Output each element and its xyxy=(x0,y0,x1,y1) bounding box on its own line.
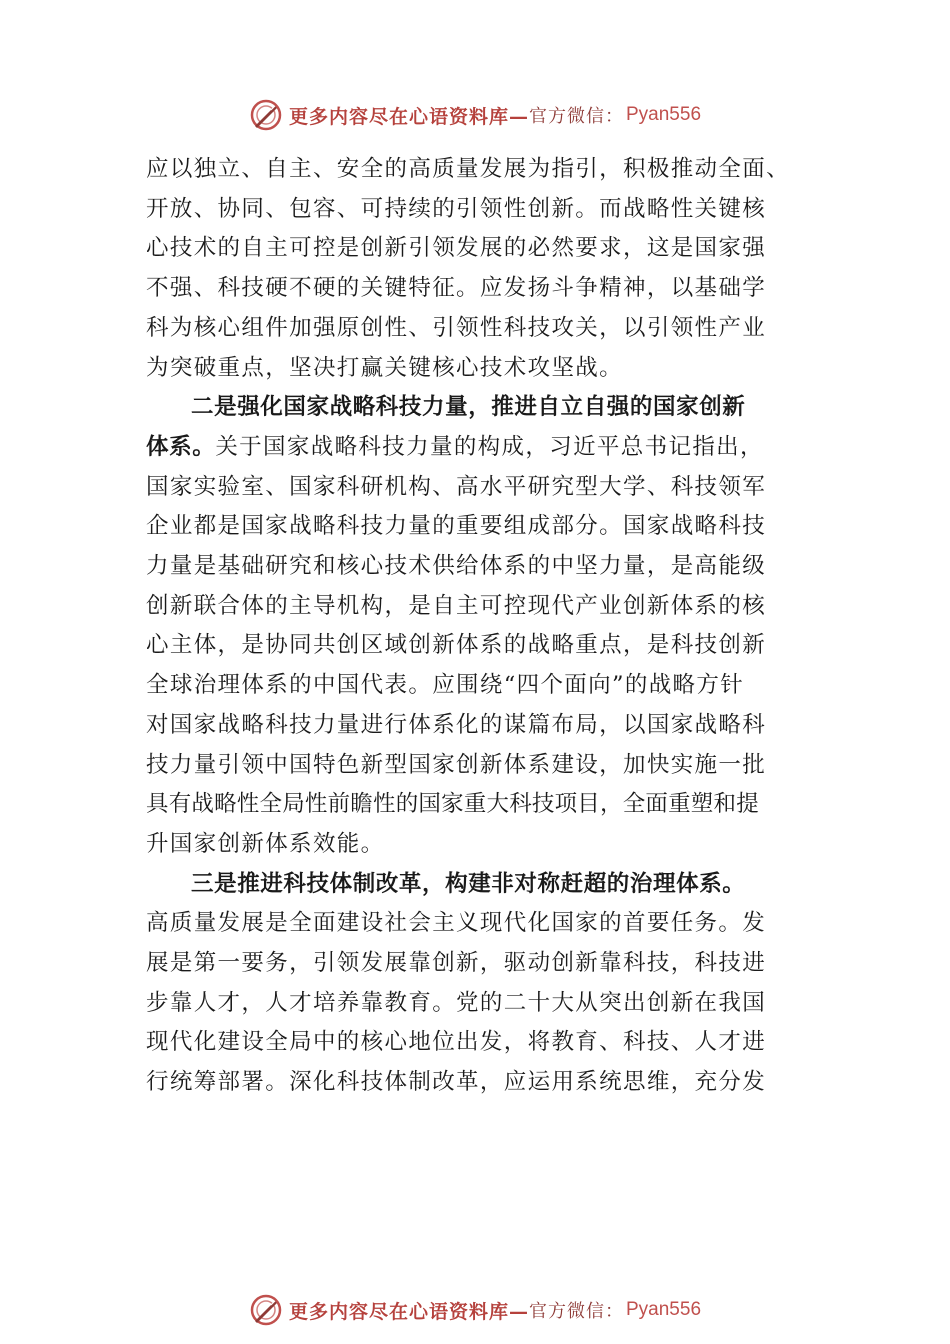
text-line: 力量是基础研究和核心技术供给体系的中坚力量，是高能级 xyxy=(146,553,767,580)
text-line: 心主体，是协同共创区域创新体系的战略重点，是科技创新 xyxy=(146,632,767,659)
watermark-wechat-label: 官方微信： xyxy=(529,106,624,127)
text-line: 科为核心组件加强原创性、引领性科技攻关，以引领性产业 xyxy=(146,314,767,341)
section-2-heading: 二是强化国家战略科技力量，推进自立自强的国家创新 xyxy=(191,394,746,421)
watermark-text: 更多内容尽在心语资料库— xyxy=(288,105,529,128)
section-3-heading: 三是推进科技体制改革，构建非对称赶超的治理体系。 xyxy=(191,870,746,897)
text-line: 不强、科技硬不硬的关键特征。应发扬斗争精神，以基础学 xyxy=(146,275,767,302)
text-line: 应以独立、自主、安全的高质量发展为指引，积极推动全面、 xyxy=(146,156,790,182)
section-2-heading-end: 体系。 xyxy=(146,433,216,460)
text-line: 国家实验室、国家科研机构、高水平研究型大学、科技领军 xyxy=(146,473,767,500)
section-2-mixed-line xyxy=(146,428,810,468)
text-line: 步靠人才，人才培养靠教育。党的二十大从突出创新在我国 xyxy=(146,989,767,1016)
text-line: 创新联合体的主导机构，是自主可控现代产业创新体系的核 xyxy=(146,592,767,619)
watermark-wechat-id: Pyan556 xyxy=(626,104,702,125)
watermark-text: 更多内容尽在心语资料库— xyxy=(288,1300,529,1323)
text-line: 升国家创新体系效能。 xyxy=(146,830,385,857)
watermark-wechat-id: Pyan556 xyxy=(626,1299,702,1320)
text-line: 展是第一要务，引领发展靠创新，驱动创新靠科技，科技进 xyxy=(146,950,767,977)
watermark-wechat-label: 官方微信： xyxy=(529,1301,624,1322)
text-line: 具有战略性全局性前瞻性的国家重大科技项目，全面重塑和提 xyxy=(146,791,759,818)
text-line: 心技术的自主可控是创新引领发展的必然要求，这是国家强 xyxy=(146,235,767,262)
text-line: 开放、协同、包容、可持续的引领性创新。而战略性关键核 xyxy=(146,195,767,222)
text-line: 对国家战略科技力量进行体系化的谋篇布局，以国家战略科 xyxy=(146,711,767,738)
text-line: 现代化建设全局中的核心地位出发，将教育、科技、人才进 xyxy=(146,1029,767,1056)
document-body xyxy=(146,150,810,1103)
logo-seal-icon xyxy=(249,98,283,132)
logo-seal-icon xyxy=(249,1293,283,1327)
section-2-body-start: 关于国家战略科技力量的构成，习近平总书记指出， xyxy=(215,433,764,460)
text-line: 全球治理体系的中国代表。应围绕“四个面向”的战略方针 xyxy=(146,672,745,699)
text-line: 行统筹部署。深化科技体制改革，应运用系统思维，充分发 xyxy=(146,1069,767,1096)
footer-watermark xyxy=(0,1290,950,1330)
text-line: 技力量引领中国特色新型国家创新体系建设，加快实施一批 xyxy=(146,751,767,778)
text-line: 高质量发展是全面建设社会主义现代化国家的首要任务。发 xyxy=(146,910,767,937)
text-line: 为突破重点，坚决打赢关键核心技术攻坚战。 xyxy=(146,354,624,381)
text-line: 企业都是国家战略科技力量的重要组成部分。国家战略科技 xyxy=(146,513,767,540)
header-watermark xyxy=(0,95,950,135)
